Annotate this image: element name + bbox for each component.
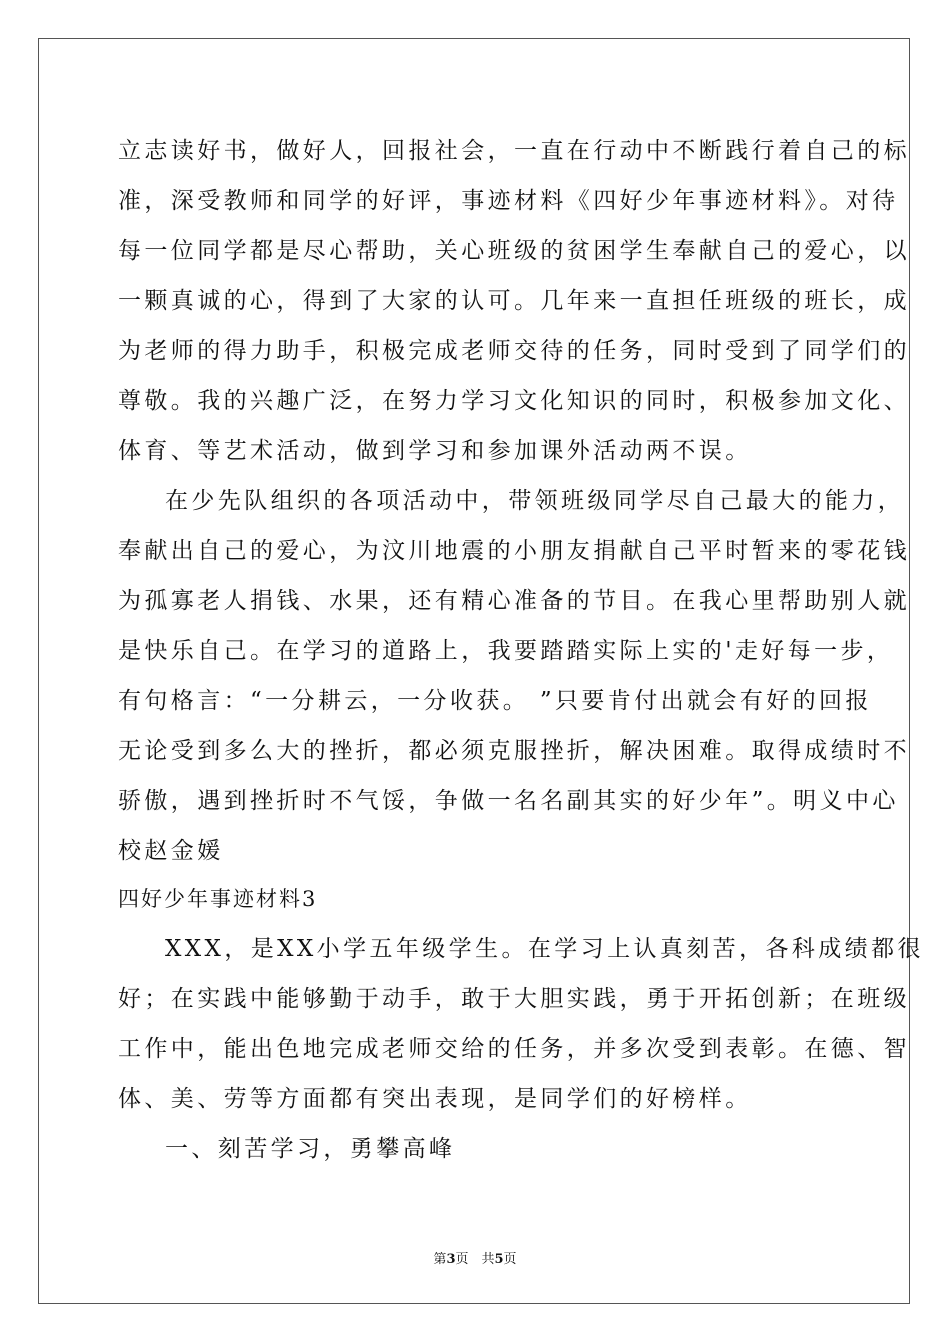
text-line: 校赵金媛 — [118, 838, 224, 864]
text-line: 体育、等艺术活动，做到学习和参加课外活动两不误。 — [118, 438, 752, 464]
text-line: 无论受到多么大的挫折，都必须克服挫折，解决困难。取得成绩时不 — [118, 738, 910, 764]
page-number: 3 — [446, 1252, 456, 1267]
text-line: 为老师的得力助手，积极完成老师交待的任务，同时受到了同学们的 — [118, 338, 910, 364]
text-line: 奉献出自己的爱心，为汶川地震的小朋友捐献自己平时暂来的零花钱 — [118, 538, 910, 564]
footer-prefix: 第 — [433, 1252, 447, 1267]
paragraph-start-line: 在少先队组织的各项活动中，带领班级同学尽自己最大的能力， — [165, 488, 905, 514]
text-line: 为孤寡老人捐钱、水果，还有精心准备的节目。在我心里帮助别人就 — [118, 588, 910, 614]
text-line: 每一位同学都是尽心帮助，关心班级的贫困学生奉献自己的爱心，以 — [118, 238, 910, 264]
text-line: 准，深受教师和同学的好评，事迹材料《四好少年事迹材料》。对待 — [118, 188, 899, 214]
text-line: 有句格言：“一分耕云，一分收获。 ”只要肯付出就会有好的回报 — [118, 688, 872, 714]
text-line: 尊敬。我的兴趣广泛，在努力学习文化知识的同时，积极参加文化、 — [118, 388, 910, 414]
text-line: 骄傲，遇到挫折时不气馁，争做一名名副其实的好少年”。明义中心 — [118, 788, 899, 814]
page-footer — [0, 1248, 950, 1267]
text-line: 是快乐自己。在学习的道路上，我要踏踏实际上实的'走好每一步， — [118, 638, 894, 664]
page-total: 5 — [494, 1252, 504, 1267]
text-line: 好；在实践中能够勤于动手，敢于大胆实践，勇于开拓创新；在班级 — [118, 986, 910, 1012]
section-heading: 四好少年事迹材料3 — [118, 887, 318, 911]
text-line: 立志读好书，做好人，回报社会，一直在行动中不断践行着自己的标 — [118, 138, 910, 164]
page-frame — [38, 38, 910, 1304]
footer-suffix: 页 — [503, 1252, 517, 1267]
subheading-line: 一、刻苦学习，勇攀高峰 — [165, 1136, 456, 1162]
text-line: 一颗真诚的心，得到了大家的认可。几年来一直担任班级的班长，成 — [118, 288, 910, 314]
text-line: 体、美、劳等方面都有突出表现，是同学们的好榜样。 — [118, 1086, 752, 1112]
footer-mid: 页 共 — [455, 1252, 495, 1267]
text-line: 工作中，能出色地完成老师交给的任务，并多次受到表彰。在德、智 — [118, 1036, 910, 1062]
paragraph-start-line: XXX，是XX小学五年级学生。在学习上认真刻苦，各科成绩都很 — [165, 936, 924, 962]
